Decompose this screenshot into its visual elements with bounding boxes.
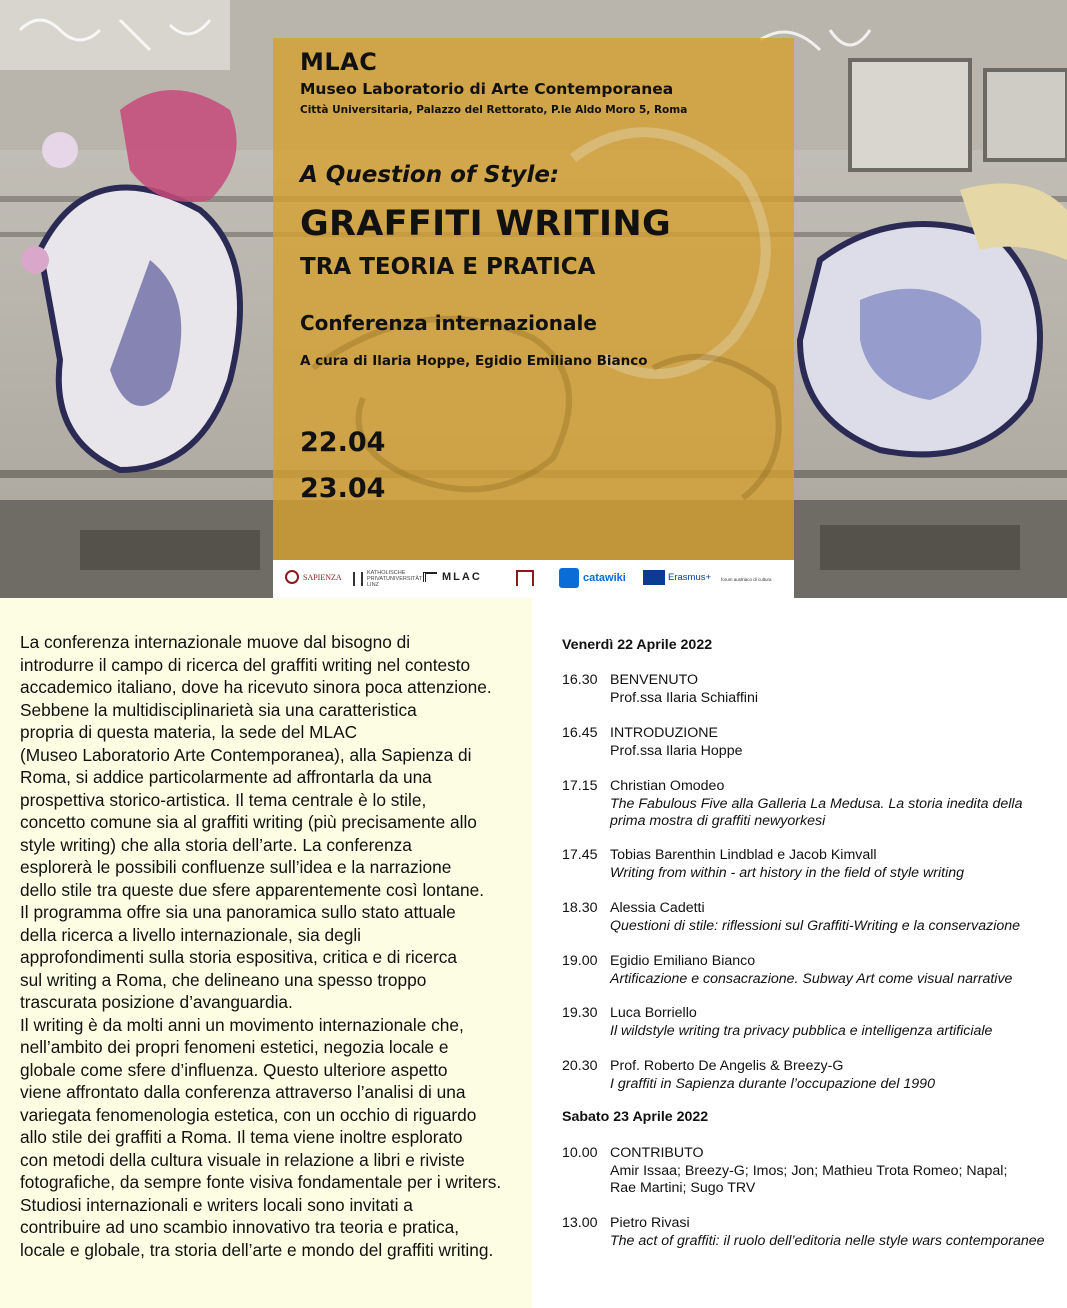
abstract-line: esplorerà le possibili confluenze sull’idea e la narrazione (20, 857, 452, 877)
abstract-line: propria di questa materia, la sede del MLAC (20, 722, 358, 742)
abstract-line: accademico italiano, dove ha ricevuto sinora poca attenzione. (20, 677, 492, 697)
slot-time: 18.30 (562, 900, 598, 916)
abstract-line: dello stile tra queste due sfere apparentemente così lontane. (20, 879, 485, 900)
date-second: 23.04 (300, 473, 386, 504)
slot-who: Luca Borriello (610, 1005, 697, 1021)
m-icon (516, 570, 534, 586)
abstract-line: (Museo Laboratorio Arte Contemporanea), alla Sapienza di (20, 744, 472, 765)
catawiki-logo: catawiki (559, 568, 626, 588)
abstract-line: Il writing è da molti anni un movimento internazionale che, (20, 1014, 464, 1035)
slot-time: 16.45 (562, 725, 598, 741)
abstract-line: Roma, si addice particolarmente ad affrontarla da una (20, 767, 432, 787)
abstract-line: Studiosi internazionali e writers locali sono invitati a (20, 1194, 413, 1215)
slot-time: 13.00 (562, 1215, 598, 1231)
sapienza-seal-icon (285, 570, 299, 584)
event-title: GRAFFITI WRITING (300, 204, 671, 244)
abstract-line: La conferenza internazionale muove dal bisogno di (20, 632, 411, 652)
catawiki-icon (559, 568, 579, 588)
slot-who: Prof. Roberto De Angelis & Breezy-G (610, 1058, 844, 1074)
slot-who2: Prof.ssa Ilaria Hoppe (610, 742, 743, 759)
slot-who: BENVENUTO (610, 672, 699, 688)
abstract-line: Sebbene la multidisciplinarietà sia una caratteristica (20, 699, 417, 720)
erasmus-logo: Erasmus+ (643, 570, 711, 585)
slot-who2: Prof.ssa Ilaria Schiaffini (610, 689, 758, 706)
slot-who: Egidio Emiliano Bianco (610, 953, 756, 969)
slot-who: INTRODUZIONE (610, 725, 718, 741)
abstract-line: Il programma offre sia una panoramica sullo stato attuale (20, 902, 456, 922)
tagline: A Question of Style: (300, 162, 560, 188)
abstract-line: della ricerca a livello internazionale, sia degli (20, 924, 362, 945)
slot-who: Christian Omodeo (610, 778, 725, 794)
slot-who3: Rae Martini; Sugo TRV (610, 1180, 756, 1196)
slot-who: CONTRIBUTO (610, 1145, 704, 1161)
slot-time: 17.15 (562, 778, 598, 794)
slot-what: The Fabulous Five alla Galleria La Medusa. La storia inedita della (610, 795, 1023, 812)
mlac-logo: MLAC (423, 571, 482, 583)
slot-time: 19.30 (562, 1005, 598, 1021)
slot-what: Artificazione e consacrazione. Subway Art come visual narrative (610, 970, 1013, 987)
eu-flag-icon (643, 570, 665, 585)
event-type: Conferenza internazionale (300, 311, 597, 335)
museum-m-logo (516, 570, 534, 586)
slot-who: Pietro Rivasi (610, 1215, 690, 1231)
slot-time: 16.30 (562, 672, 598, 688)
org-name: MLAC (300, 48, 378, 76)
abstract-line: locale e globale, tra storia dell’arte e mondo del graffiti writing. (20, 1239, 494, 1260)
curators: A cura di Ilaria Hoppe, Egidio Emiliano Bianco (300, 353, 648, 369)
slot-time: 10.00 (562, 1145, 598, 1161)
abstract-line: viene affrontato dalla conferenza attraverso l’analisi di una (20, 1082, 466, 1102)
slot-what: I graffiti in Sapienza durante l’occupazione del 1990 (610, 1075, 935, 1092)
abstract-line: variegata fenomenologia estetica, con un occhio di riguardo (20, 1104, 477, 1125)
slot-what: Writing from within - art history in the field of style writing (610, 864, 965, 881)
abstract-line: allo stile dei graffiti a Roma. Il tema viene inoltre esplorato (20, 1127, 463, 1147)
slot-what: Questioni di stile: riflessioni sul Graffiti-Writing e la conservazione (610, 917, 1021, 934)
poster-image (0, 0, 1067, 598)
abstract-line: con metodi della cultura visuale in relazione a libri e riviste (20, 1149, 465, 1170)
abstract-line: approfondimenti sulla storia espositiva, critica e di ricerca (20, 947, 458, 967)
slot-who: Alessia Cadetti (610, 900, 705, 916)
abstract-line: nell’ambito dei propri fenomeni estetici, negozia locale e (20, 1037, 449, 1057)
event-subtitle: TRA TEORIA E PRATICA (300, 254, 596, 280)
slot-what2: prima mostra di graffiti newyorkesi (610, 813, 826, 829)
address: Città Universitaria, Palazzo del Rettorato, P.le Aldo Moro 5, Roma (300, 104, 688, 116)
date-first: 22.04 (300, 427, 386, 458)
abstract-line: fotografiche, da sempre fonte visiva fondamentale per i writers. (20, 1172, 502, 1192)
museum-name: Museo Laboratorio di Arte Contemporanea (300, 80, 674, 98)
title-panel (273, 38, 794, 560)
day-heading-friday: Venerdì 22 Aprile 2022 (562, 637, 713, 653)
slot-time: 19.00 (562, 953, 598, 969)
abstract-line: prospettiva storico-artistica. Il tema centrale è lo stile, (20, 789, 427, 810)
linz-mark-icon (353, 572, 363, 586)
slot-who: Tobias Barenthin Lindblad e Jacob Kimvall (610, 847, 877, 863)
slot-what: The act of graffiti: il ruolo dell’editoria nelle style wars contemporanee (610, 1232, 1045, 1249)
sponsor-logos (273, 560, 794, 598)
slot-time: 17.45 (562, 847, 598, 863)
linz-university-logo: KATHOLISCHE PRIVATUNIVERSITÄT LINZ (353, 570, 411, 588)
abstract-line: globale come sfere d’influenza. Questo ulteriore aspetto (20, 1059, 448, 1080)
sapienza-logo: SAPIENZA (285, 570, 342, 584)
slot-time: 20.30 (562, 1058, 598, 1074)
abstract-line: style writing) che alla storia dell’arte. La conferenza (20, 834, 412, 855)
slot-who2: Amir Issaa; Breezy-G; Imos; Jon; Mathieu Trota Romeo; Napal; (610, 1162, 1008, 1179)
day-heading-saturday: Sabato 23 Aprile 2022 (562, 1109, 709, 1125)
abstract-line: introdurre il campo di ricerca del graffiti writing nel contesto (20, 654, 471, 675)
abstract-text (20, 631, 560, 1261)
slot-what: Il wildstyle writing tra privacy pubblica e intelligenza artificiale (610, 1022, 993, 1039)
forum-austriaco-logo: forum austriaco di cultura (721, 577, 772, 582)
abstract-line: trascurata posizione d’avanguardia. (20, 992, 293, 1012)
mlac-building-icon (423, 572, 437, 582)
abstract-line: concetto comune sia al graffiti writing (più precisamente allo (20, 812, 477, 832)
abstract-line: contribuire ad uno scambio innovativo tra teoria e pratica, (20, 1217, 459, 1237)
abstract-line: sul writing a Roma, che delineano una spesso troppo (20, 969, 427, 990)
